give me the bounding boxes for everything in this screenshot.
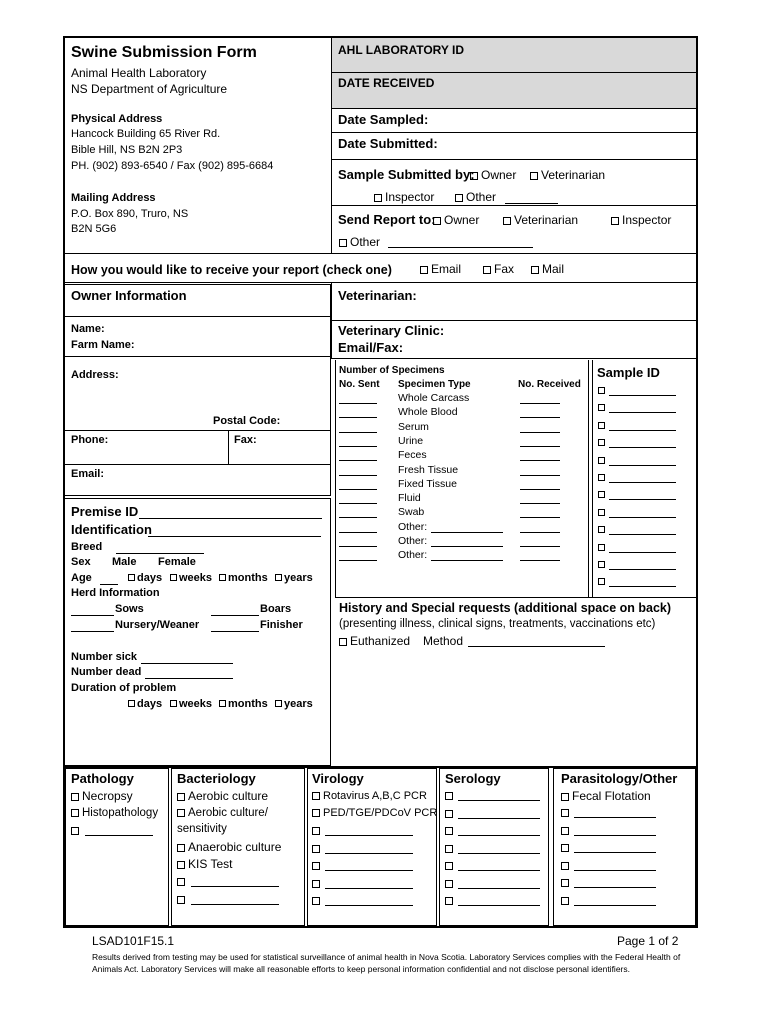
report-by-mail[interactable]: Mail xyxy=(531,262,564,276)
mailing-address-line1: P.O. Box 890, Truro, NS xyxy=(71,208,189,220)
address-field[interactable]: Address: xyxy=(71,369,119,381)
checkbox-icon xyxy=(177,896,185,904)
mailing-address-line2: B2N 5G6 xyxy=(71,223,117,235)
parasitology-other[interactable] xyxy=(561,895,572,908)
phone-field[interactable]: Phone: xyxy=(71,434,109,446)
submitted-by-owner[interactable]: Owner xyxy=(470,168,516,182)
checkbox-icon xyxy=(312,862,320,870)
sex-label: Sex xyxy=(71,556,91,568)
no-sent-header: No. Sent xyxy=(339,379,380,390)
test-ped-tge[interactable]: PED/TGE/PDCoV PCR xyxy=(312,807,437,820)
serology-other[interactable] xyxy=(445,860,456,873)
checkbox-icon xyxy=(339,638,347,646)
age-days[interactable]: days xyxy=(128,572,162,585)
checkbox-icon xyxy=(561,793,569,801)
submitted-by-inspector[interactable]: Inspector xyxy=(374,190,434,204)
virology-other[interactable] xyxy=(312,843,323,856)
test-anaerobic-culture[interactable]: Anaerobic culture xyxy=(177,840,281,854)
no-received-blank[interactable] xyxy=(520,475,560,476)
sample-id-entry[interactable] xyxy=(598,472,607,485)
report-method-question: How you would like to receive your report (check one) xyxy=(71,263,392,277)
herd-info-label: Herd Information xyxy=(71,587,160,599)
checkbox-icon xyxy=(312,880,320,888)
no-sent-blank[interactable] xyxy=(339,446,377,447)
checkbox-icon xyxy=(531,266,539,274)
lab-department: NS Department of Agriculture xyxy=(71,82,228,96)
no-sent-blank[interactable] xyxy=(339,460,377,461)
physical-address-line2: Bible Hill, NS B2N 2P3 xyxy=(71,144,183,156)
checkbox-icon xyxy=(611,217,619,225)
premise-id-field[interactable]: Premise ID xyxy=(71,504,139,519)
physical-address-line1: Hancock Building 65 River Rd. xyxy=(71,128,221,140)
send-report-inspector[interactable]: Inspector xyxy=(611,213,671,227)
history-heading: History and Special requests (additional space on back) xyxy=(339,601,672,615)
duration-days[interactable]: days xyxy=(128,698,162,711)
virology-other[interactable] xyxy=(312,878,323,891)
farm-name-field[interactable]: Farm Name: xyxy=(71,339,135,351)
specimen-other-blank[interactable] xyxy=(431,560,503,561)
checkbox-icon xyxy=(445,827,453,835)
checkbox-icon xyxy=(71,793,79,801)
checkbox-icon xyxy=(177,809,185,817)
virology-other[interactable] xyxy=(312,860,323,873)
finisher-field[interactable]: Finisher xyxy=(260,619,303,631)
phone-fax-line: PH. (902) 893-6540 / Fax (902) 895-6684 xyxy=(71,160,274,172)
test-kis[interactable]: KIS Test xyxy=(177,857,232,871)
specimen-other-blank[interactable] xyxy=(431,546,503,547)
identification-field[interactable]: Identification xyxy=(71,522,152,537)
no-received-blank[interactable] xyxy=(520,489,560,490)
submitted-by-veterinarian[interactable]: Veterinarian xyxy=(530,168,605,182)
checkbox-icon xyxy=(598,561,605,568)
no-sent-blank[interactable] xyxy=(339,403,377,404)
no-sent-blank[interactable] xyxy=(339,517,377,518)
sample-id-entry[interactable] xyxy=(598,559,607,572)
checkbox-icon xyxy=(561,862,569,870)
method-field[interactable]: Method xyxy=(423,634,464,648)
checkbox-icon xyxy=(312,897,320,905)
virology-heading: Virology xyxy=(312,771,364,786)
duration-months[interactable]: months xyxy=(219,698,268,711)
checkbox-icon xyxy=(503,217,511,225)
email-field[interactable]: Email: xyxy=(71,468,105,480)
checkbox-icon xyxy=(339,239,347,247)
specimen-type-label: Whole Blood xyxy=(398,406,458,419)
parasitology-other[interactable] xyxy=(561,825,572,838)
checkbox-icon xyxy=(561,809,569,817)
checkbox-icon xyxy=(71,827,79,835)
ahl-lab-id-label: AHL LABORATORY ID xyxy=(338,43,465,57)
checkbox-icon xyxy=(420,266,428,274)
lab-name: Animal Health Laboratory xyxy=(71,66,207,80)
checkbox-icon xyxy=(598,526,605,533)
veterinary-clinic-field[interactable]: Veterinary Clinic: xyxy=(338,323,445,338)
sex-male-option[interactable]: Male xyxy=(112,556,137,568)
no-sent-blank[interactable] xyxy=(339,475,377,476)
checkbox-icon xyxy=(128,700,135,707)
pathology-other[interactable] xyxy=(71,825,82,838)
veterinarian-field[interactable]: Veterinarian: xyxy=(338,288,417,303)
duration-weeks[interactable]: weeks xyxy=(170,698,212,711)
checkbox-icon xyxy=(312,809,320,817)
form-title: Swine Submission Form xyxy=(71,44,257,61)
checkbox-icon xyxy=(177,861,185,869)
euthanized-option[interactable]: Euthanized xyxy=(339,634,410,648)
date-sampled-field[interactable]: Date Sampled: xyxy=(338,112,429,127)
form-code: LSAD101F15.1 xyxy=(92,934,175,948)
checkbox-icon xyxy=(598,439,605,446)
bacteriology-heading: Bacteriology xyxy=(177,771,256,786)
serology-other[interactable] xyxy=(445,843,456,856)
send-report-veterinarian[interactable]: Veterinarian xyxy=(503,213,578,227)
boars-field[interactable]: Boars xyxy=(260,603,292,615)
no-sent-blank[interactable] xyxy=(339,546,377,547)
serology-other[interactable] xyxy=(445,878,456,891)
checkbox-icon xyxy=(561,879,569,887)
page-number: Page 1 of 2 xyxy=(617,934,679,948)
checkbox-icon xyxy=(170,700,177,707)
no-received-blank[interactable] xyxy=(520,432,560,433)
send-report-owner[interactable]: Owner xyxy=(433,213,479,227)
specimen-type-label: Feces xyxy=(398,449,427,462)
no-received-blank[interactable] xyxy=(520,517,560,518)
no-received-blank[interactable] xyxy=(520,503,560,504)
checkbox-icon xyxy=(219,574,226,581)
checkbox-icon xyxy=(598,474,605,481)
parasitology-other[interactable] xyxy=(561,877,572,890)
test-necropsy[interactable]: Necropsy xyxy=(71,789,133,803)
specimen-type-label: Fixed Tissue xyxy=(398,477,457,490)
age-months[interactable]: months xyxy=(219,572,268,585)
bacteriology-other-1[interactable] xyxy=(177,876,188,889)
no-received-blank[interactable] xyxy=(520,546,560,547)
parasitology-other[interactable] xyxy=(561,807,572,820)
checkbox-icon xyxy=(561,844,569,852)
specimen-type-label: Serum xyxy=(398,420,429,433)
parasitology-other[interactable] xyxy=(561,860,572,873)
age-weeks[interactable]: weeks xyxy=(170,572,212,585)
mailing-address-label: Mailing Address xyxy=(71,192,156,204)
no-sent-blank[interactable] xyxy=(339,417,377,418)
checkbox-icon xyxy=(312,792,320,800)
checkbox-icon xyxy=(312,845,320,853)
checkbox-icon xyxy=(598,509,605,516)
no-received-blank[interactable] xyxy=(520,446,560,447)
checkbox-icon xyxy=(530,172,538,180)
checkbox-icon xyxy=(598,544,605,551)
age-years[interactable]: years xyxy=(275,572,313,585)
test-fecal-flotation[interactable]: Fecal Flotation xyxy=(561,789,651,803)
virology-other[interactable] xyxy=(312,825,323,838)
sample-submitted-by-label: Sample Submitted by: xyxy=(338,167,475,182)
specimen-type-label: Swab xyxy=(398,506,425,519)
physical-address-label: Physical Address xyxy=(71,113,163,125)
sample-id-entry[interactable] xyxy=(598,385,607,398)
checkbox-icon xyxy=(177,878,185,886)
no-received-blank[interactable] xyxy=(520,460,560,461)
checkbox-icon xyxy=(598,578,605,585)
no-sent-blank[interactable] xyxy=(339,560,377,561)
checkbox-icon xyxy=(445,897,453,905)
specimen-type-label: Urine xyxy=(398,434,424,447)
checkbox-icon xyxy=(445,792,453,800)
checkbox-icon xyxy=(598,422,605,429)
serology-heading: Serology xyxy=(445,771,501,786)
checkbox-icon xyxy=(275,574,282,581)
specimen-type-header: Specimen Type xyxy=(398,379,471,390)
checkbox-icon xyxy=(445,862,453,870)
no-received-header: No. Received xyxy=(518,379,581,390)
checkbox-icon xyxy=(71,809,79,817)
sample-id-entry[interactable] xyxy=(598,576,607,589)
test-aerobic-culture[interactable]: Aerobic culture xyxy=(177,789,268,803)
duration-label: Duration of problem xyxy=(71,682,177,694)
sample-id-entry[interactable] xyxy=(598,402,607,415)
sample-id-entry[interactable] xyxy=(598,524,607,537)
checkbox-icon xyxy=(177,793,185,801)
checkbox-icon xyxy=(275,700,282,707)
checkbox-icon xyxy=(561,827,569,835)
specimen-type-label: Other: xyxy=(398,549,428,562)
checkbox-icon xyxy=(470,172,478,180)
sows-field[interactable]: Sows xyxy=(115,603,144,615)
checkbox-icon xyxy=(433,217,441,225)
serology-other[interactable] xyxy=(445,825,456,838)
virology-other[interactable] xyxy=(312,895,323,908)
checkbox-icon xyxy=(445,845,453,853)
send-report-other[interactable]: Other xyxy=(339,235,380,249)
vet-email-fax-field[interactable]: Email/Fax: xyxy=(338,340,404,355)
checkbox-icon xyxy=(483,266,491,274)
postal-code-field[interactable]: Postal Code: xyxy=(213,415,281,427)
history-subheading: (presenting illness, clinical signs, treatments, vaccinations etc) xyxy=(339,618,656,630)
sample-id-entry[interactable] xyxy=(598,542,607,555)
checkbox-icon xyxy=(455,194,463,202)
bacteriology-other-2[interactable] xyxy=(177,894,188,907)
checkbox-icon xyxy=(219,700,226,707)
specimen-type-label: Fluid xyxy=(398,492,421,505)
sample-id-entry[interactable] xyxy=(598,420,607,433)
checkbox-icon xyxy=(312,827,320,835)
no-received-blank[interactable] xyxy=(520,532,560,533)
no-received-blank[interactable] xyxy=(520,560,560,561)
no-sent-blank[interactable] xyxy=(339,532,377,533)
submitted-by-other[interactable]: Other xyxy=(455,190,496,204)
owner-name-field[interactable]: Name: xyxy=(71,323,105,335)
sample-id-entry[interactable] xyxy=(598,489,607,502)
number-of-specimens-heading: Number of Specimens xyxy=(339,365,445,376)
no-sent-blank[interactable] xyxy=(339,503,377,504)
owner-info-heading: Owner Information xyxy=(71,288,187,303)
number-dead-field[interactable]: Number dead xyxy=(71,666,142,678)
specimen-type-label: Other: xyxy=(398,535,428,547)
no-sent-blank[interactable] xyxy=(339,432,377,433)
send-report-label: Send Report to: xyxy=(338,212,436,227)
history-notes-area[interactable] xyxy=(336,652,696,764)
serology-other[interactable] xyxy=(445,895,456,908)
checkbox-icon xyxy=(598,387,605,394)
specimen-type-label: Fresh Tissue xyxy=(398,463,459,476)
sex-female-option[interactable]: Female xyxy=(158,556,196,568)
specimen-type-label: Whole Carcass xyxy=(398,392,470,404)
checkbox-icon xyxy=(598,457,605,464)
no-received-blank[interactable] xyxy=(520,417,560,418)
nursery-weaner-field[interactable]: Nursery/Weaner xyxy=(115,619,200,631)
no-received-blank[interactable] xyxy=(520,403,560,404)
checkbox-icon xyxy=(445,810,453,818)
sample-id-entry[interactable] xyxy=(598,455,607,468)
checkbox-icon xyxy=(128,574,135,581)
breed-field[interactable]: Breed xyxy=(71,541,103,553)
serology-other[interactable] xyxy=(445,808,456,821)
report-by-email[interactable]: Email xyxy=(420,262,461,276)
pathology-heading: Pathology xyxy=(71,771,134,786)
sample-id-entry[interactable] xyxy=(598,507,607,520)
checkbox-icon xyxy=(598,491,605,498)
no-sent-blank[interactable] xyxy=(339,489,377,490)
test-rotavirus[interactable]: Rotavirus A,B,C PCR xyxy=(312,790,427,803)
checkbox-icon xyxy=(177,844,185,852)
age-label: Age xyxy=(71,572,92,584)
premise-box xyxy=(63,498,331,766)
disclaimer: Results derived from testing may be used for statistical surveillance of animal health in Nova Scotia. Laboratory Services complies with the Federal Health of Animals Act. Laboratory Services will make all reasonable efforts to keep personal information confidential and not disclose personal identifiers. xyxy=(92,952,681,974)
parasitology-other[interactable] xyxy=(561,842,572,855)
checkbox-icon xyxy=(374,194,382,202)
checkbox-icon xyxy=(445,880,453,888)
test-aerobic-sensitivity[interactable]: Aerobic culture/ xyxy=(177,807,268,820)
serology-other[interactable] xyxy=(445,790,456,803)
parasitology-heading: Parasitology/Other xyxy=(561,771,678,786)
sample-id-heading: Sample ID xyxy=(597,365,660,380)
test-aerobic-sensitivity-line2: sensitivity xyxy=(177,823,227,835)
date-received-label: DATE RECEIVED xyxy=(338,76,435,90)
checkbox-icon xyxy=(170,574,177,581)
number-sick-field[interactable]: Number sick xyxy=(71,651,138,663)
report-by-fax[interactable]: Fax xyxy=(483,262,514,276)
checkbox-icon xyxy=(598,404,605,411)
specimen-type-label: Other: xyxy=(398,520,428,533)
sample-id-entry[interactable] xyxy=(598,437,607,450)
specimen-other-blank[interactable] xyxy=(431,532,503,533)
checkbox-icon xyxy=(561,897,569,905)
duration-years[interactable]: years xyxy=(275,698,313,711)
test-histopathology[interactable]: Histopathology xyxy=(71,807,158,820)
date-submitted-field[interactable]: Date Submitted: xyxy=(338,136,438,151)
fax-field[interactable]: Fax: xyxy=(234,434,257,446)
